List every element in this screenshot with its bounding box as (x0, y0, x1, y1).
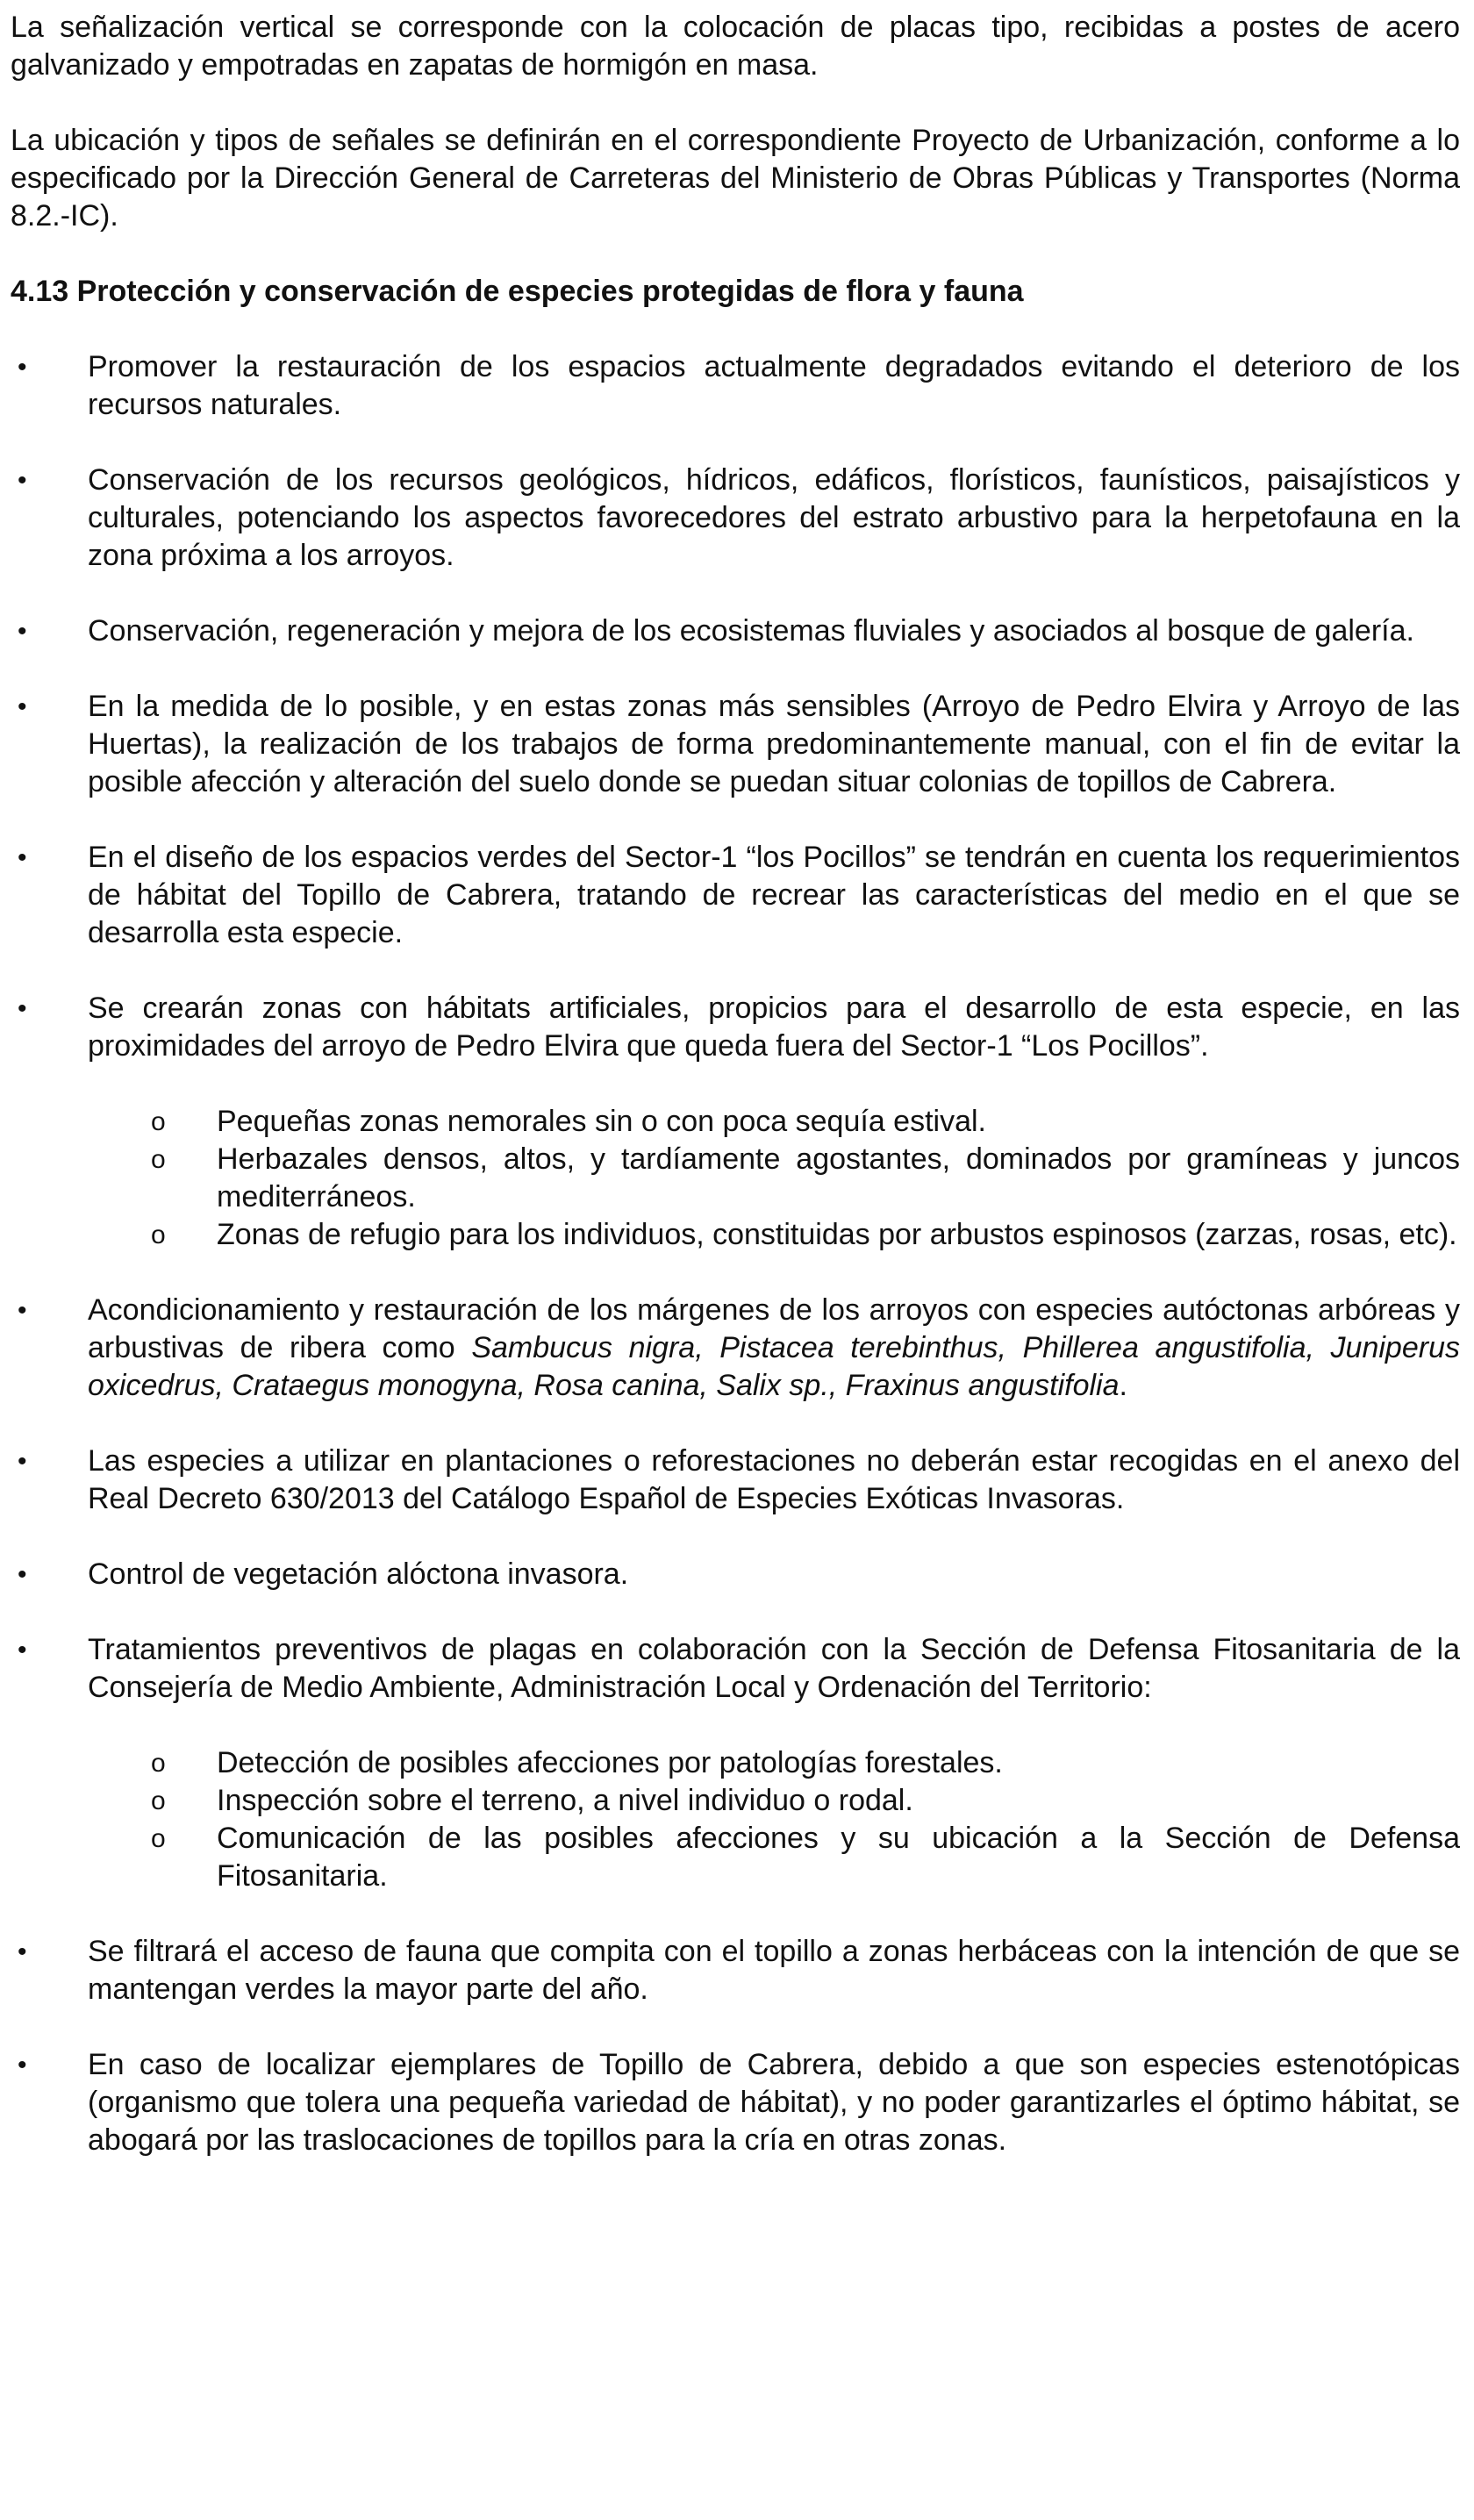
section-heading: 4.13 Protección y conservación de especies protegidas de flora y fauna (11, 275, 1024, 308)
list-item-text (88, 1293, 1460, 1402)
list-item (11, 1443, 1460, 1518)
sub-list-habitats (11, 1103, 1460, 1254)
sub-list-treatments (11, 1744, 1460, 1895)
list-item-text: Se crearán zonas con hábitats artificiales, propicios para el desarrollo de esta especie, en las proximidades del arroyo de Pedro Elvira que queda fuera del Sector-1 “Los Pocillos”. (88, 992, 1460, 1063)
bullet-icon: • (18, 1447, 27, 1476)
sub-list-item (11, 1141, 1460, 1216)
bullet-icon: • (18, 1296, 27, 1325)
bullet-icon: • (18, 994, 27, 1023)
list-item-intro: Acondicionamiento y restauración de los márgenes de los arroyos con especies autóctonas arbóreas y arbustivas de ribera como (88, 1293, 1460, 1364)
circle-bullet-icon: o (151, 1145, 166, 1174)
sub-list-item-text: Inspección sobre el terreno, a nivel individuo o rodal. (217, 1784, 913, 1817)
bullet-icon: • (18, 1937, 27, 1966)
list-item (11, 462, 1460, 575)
sub-list-item-text: Herbazales densos, altos, y tardíamente agostantes, dominados por gramíneas y juncos mediterráneos. (217, 1142, 1460, 1213)
circle-bullet-icon: o (151, 1221, 166, 1249)
bullet-icon: • (18, 1560, 27, 1589)
circle-bullet-icon: o (151, 1786, 166, 1815)
list-item-text: Conservación de los recursos geológicos, hídricos, edáficos, florísticos, faunísticos, paisajísticos y culturales, potenciando los aspectos favorecedores del estrato arbustivo para la herpetofauna en la zona próxima a los arroyos. (88, 463, 1460, 572)
list-item-text: Las especies a utilizar en plantaciones o reforestaciones no deberán estar recogidas en el anexo del Real Decreto 630/2013 del Catálogo Español de Especies Exóticas Invasoras. (88, 1444, 1460, 1515)
bullet-icon: • (18, 692, 27, 721)
list-item (11, 348, 1460, 424)
circle-bullet-icon: o (151, 1107, 166, 1136)
sub-list-item-text: Zonas de refugio para los individuos, constituidas por arbustos espinosos (zarzas, rosas, etc). (217, 1218, 1457, 1251)
bullet-icon: • (18, 1636, 27, 1664)
circle-bullet-icon: o (151, 1824, 166, 1853)
sub-list-item-text: Comunicación de las posibles afecciones y su ubicación a la Sección de Defensa Fitosanitaria. (217, 1822, 1460, 1893)
bullet-icon: • (18, 2051, 27, 2080)
list-item (11, 1631, 1460, 1707)
list-item (11, 1556, 1460, 1593)
intro-paragraph-signage: La señalización vertical se corresponde con la colocación de placas tipo, recibidas a postes de acero galvanizado y empotradas en zapatas de hormigón en masa. (11, 11, 1460, 82)
list-item-text: En la medida de lo posible, y en estas zonas más sensibles (Arroyo de Pedro Elvira y Arroyo de las Huertas), la realización de los trabajos de forma predominantemente manual, con el fin de evitar la posible afección y alteración del suelo donde se puedan situar colonias de topillos de Cabrera. (88, 690, 1460, 798)
list-item (11, 839, 1460, 952)
sub-list-item (11, 1216, 1460, 1254)
sub-list-item (11, 1820, 1460, 1895)
sub-list-item (11, 1103, 1460, 1141)
sub-list-item-text: Detección de posibles afecciones por patologías forestales. (217, 1746, 1003, 1779)
document-page (11, 9, 1460, 2197)
list-item-text: Conservación, regeneración y mejora de los ecosistemas fluviales y asociados al bosque de galería. (88, 614, 1414, 648)
list-item (11, 1933, 1460, 2008)
sub-list-item-text: Pequeñas zonas nemorales sin o con poca sequía estival. (217, 1105, 986, 1138)
sub-list-item (11, 1744, 1460, 1782)
intro-paragraph-location: La ubicación y tipos de señales se definirán en el correspondiente Proyecto de Urbanización, conforme a lo especificado por la Dirección General de Carreteras del Ministerio de Obras Públicas y Transportes (Norma 8.2.-IC). (11, 124, 1460, 233)
list-item-text: Tratamientos preventivos de plagas en colaboración con la Sección de Defensa Fitosanitaria de la Consejería de Medio Ambiente, Administración Local y Ordenación del Territorio: (88, 1633, 1460, 1704)
circle-bullet-icon: o (151, 1749, 166, 1778)
sub-list-item (11, 1782, 1460, 1820)
bullet-icon: • (18, 617, 27, 646)
list-item (11, 612, 1460, 650)
list-item-text: Promover la restauración de los espacios actualmente degradados evitando el deterioro de los recursos naturales. (88, 350, 1460, 421)
list-item (11, 990, 1460, 1065)
list-item-end: . (1119, 1369, 1127, 1402)
list-item (11, 688, 1460, 801)
species-list: Sambucus nigra, Pistacea terebinthus, Phillerea angustifolia, Juniperus oxicedrus, Crataegus monogyna, Rosa canina, Salix sp., Fraxinus angustifolia (88, 1331, 1460, 1402)
bullet-icon: • (18, 843, 27, 872)
list-item-text: En caso de localizar ejemplares de Topillo de Cabrera, debido a que son especies estenotópicas (organismo que tolera una pequeña variedad de hábitat), y no poder garantizarles el óptimo hábitat, se abogará por las traslocaciones de topillos para la cría en otras zonas. (88, 2048, 1460, 2157)
list-item (11, 2046, 1460, 2159)
list-item (11, 1292, 1460, 1405)
list-item-text: Control de vegetación alóctona invasora. (88, 1557, 629, 1591)
bullet-icon: • (18, 353, 27, 382)
list-item-text: Se filtrará el acceso de fauna que compita con el topillo a zonas herbáceas con la intención de que se mantengan verdes la mayor parte del año. (88, 1935, 1460, 2006)
bullet-icon: • (18, 466, 27, 495)
list-item-text: En el diseño de los espacios verdes del Sector-1 “los Pocillos” se tendrán en cuenta los requerimientos de hábitat del Topillo de Cabrera, tratando de recrear las características del medio en el que se desarrolla esta especie. (88, 841, 1460, 949)
